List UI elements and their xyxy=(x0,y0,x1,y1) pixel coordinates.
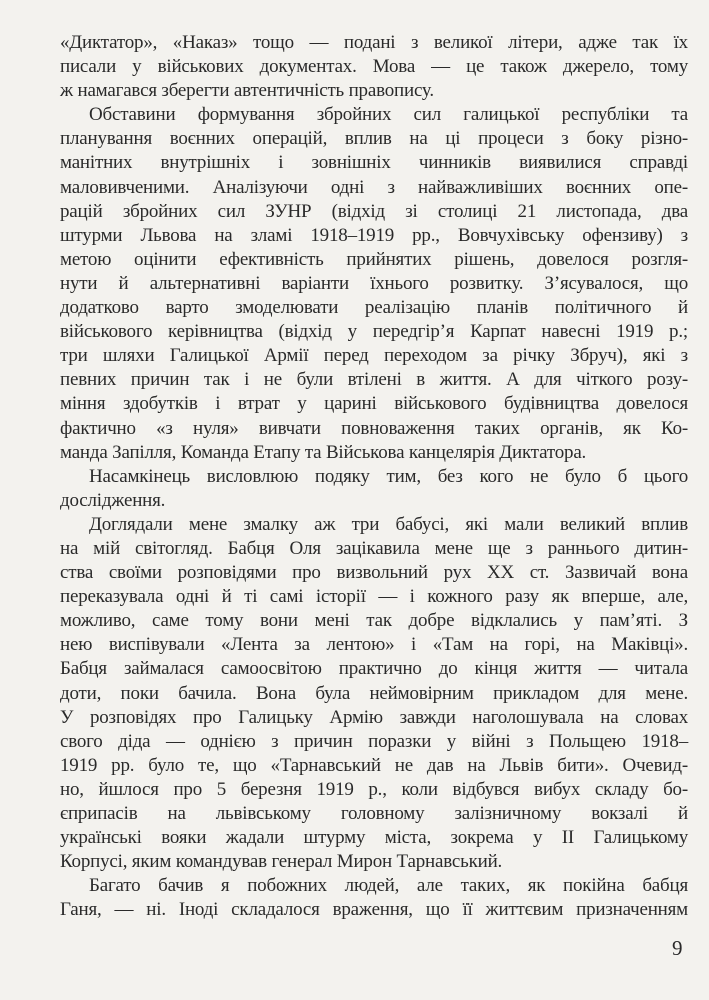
text-line: манда Запілля, Команда Етапу та Військова канцелярія Диктатора. xyxy=(60,441,587,463)
text-line: Багато бачив я побожних людей, але таких, як покійна бабця xyxy=(89,875,688,897)
text-line: манітних внутрішніх і зовнішніх чинників виявилися справді xyxy=(60,152,688,174)
text-line: Насамкінець висловлюю подяку тим, без кого не було б цього xyxy=(89,465,688,487)
paragraph xyxy=(60,31,688,103)
text-line: У розповідях про Галицьку Армію завжди наголошувала на словах xyxy=(60,706,688,728)
text-line: планування воєнних операцій, вплив на ці процеси з боку різно- xyxy=(60,128,688,150)
text-line: нути й альтернативні варіанти їхнього розвитку. З’ясувалося, що xyxy=(60,272,688,294)
text-line: військового керівництва (відхід у передгір’я Карпат навесні 1919 р.; xyxy=(60,321,688,343)
paragraph xyxy=(60,513,688,874)
text-line: маловивченими. Аналізуючи одні з найважливіших воєнних опе- xyxy=(60,176,688,198)
paragraph xyxy=(60,103,688,464)
body-text xyxy=(60,31,688,922)
text-line: Ганя, — ні. Іноді складалося враження, що її життєвим призначенням xyxy=(60,899,688,921)
text-line: Доглядали мене змалку аж три бабусі, які мали великий вплив xyxy=(89,513,688,535)
text-line: Бабця займалася самоосвітою практично до кінця життя — читала xyxy=(60,658,688,680)
text-line: три шляхи Галицької Армії перед переходом за річку Збруч), які з xyxy=(60,345,688,367)
text-line: Обставини формування збройних сил галицької республіки та xyxy=(89,104,688,126)
text-line: свого діда — однією з причин поразки у війні з Польщею 1918– xyxy=(60,730,688,752)
text-line: певних причин так і не були втілені в життя. А для чіткого розу- xyxy=(60,369,688,391)
text-line: єприпасів на львівському головному залізничному вокзалі й xyxy=(60,803,688,824)
text-line: на мій світогляд. Бабця Оля зацікавила мене ще з раннього дитин- xyxy=(60,537,688,559)
text-line: Корпусі, яким командував генерал Мирон Тарнавський. xyxy=(60,851,503,873)
text-line: додатково варто змоделювати реалізацію планів політичного й xyxy=(60,297,688,319)
text-line: ства своїми розповідями про визвольний рух XX ст. Зазвичай вона xyxy=(60,562,688,584)
text-line: українські вояки жадали штурму міста, зокрема у ІІ Галицькому xyxy=(60,827,688,849)
text-line: ж намагався зберегти автентичність правопису. xyxy=(60,80,434,102)
text-line: но, йшлося про 5 березня 1919 р., коли відбувся вибух складу бо- xyxy=(60,778,688,800)
text-line: доти, поки бачила. Вона була неймовірним прикладом для мене. xyxy=(60,682,688,704)
text-line: фактично «з нуля» вивчати повноваження таких органів, як Ко- xyxy=(60,417,688,439)
text-line: метою оцінити ефективність прийнятих рішень, довелося розгля- xyxy=(60,248,688,270)
text-line: можливо, саме тому вони мені так добре відклались у пам’яті. З xyxy=(60,610,688,632)
text-line: «Диктатор», «Наказ» тощо — подані з великої літери, адже так їх xyxy=(60,32,688,53)
paragraph xyxy=(60,874,688,922)
text-line: 1919 рр. було те, що «Тарнавський не дав на Львів бити». Очевид- xyxy=(60,754,688,776)
text-line: переказувала одні й ті самі історії — і кожного разу як вперше, але, xyxy=(60,586,688,608)
text-line: писали у військових документах. Мова — це також джерело, тому xyxy=(60,56,688,78)
page-number: 9 xyxy=(672,936,683,960)
text-line: нею виспівували «Лента за лентою» і «Там на горі, на Маківці». xyxy=(60,634,688,656)
text-line: дослідження. xyxy=(60,489,166,511)
text-line: рацій збройних сил ЗУНР (відхід зі столиці 21 листопада, два xyxy=(60,200,688,222)
text-line: штурми Львова на зламі 1918–1919 рр., Вовчухівську офензиву) з xyxy=(60,224,688,246)
paragraph xyxy=(60,465,688,513)
text-line: міння здобутків і втрат у царині військового будівництва довелося xyxy=(60,393,688,415)
